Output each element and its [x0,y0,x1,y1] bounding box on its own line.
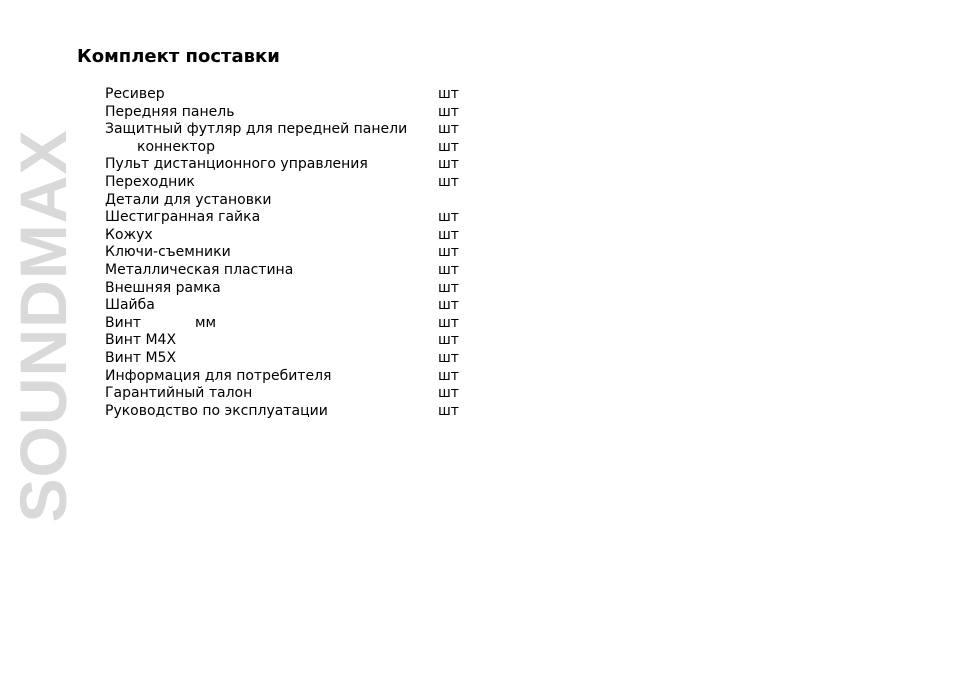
item-name: Гарантийный талон [105,385,253,402]
item-unit: шт [438,173,459,190]
item-name: Шайба [105,297,155,314]
list-item [105,121,465,139]
list-item [105,209,465,227]
list-item [105,350,465,368]
item-unit: шт [438,261,459,278]
item-name: Шестигранная гайка [105,209,261,226]
item-name: Винт M5X [105,349,177,366]
item-unit: шт [438,367,459,384]
item-name: Ресивер [105,86,165,102]
item-unit: шт [438,121,459,138]
list-item [105,86,465,104]
item-name: Пульт дистанционного управления [105,156,368,173]
brand-watermark: SOUNDMAX [6,129,80,523]
list-item [105,174,465,192]
item-unit: шт [438,244,459,261]
package-contents-list [105,86,465,420]
item-unit: шт [438,279,459,296]
item-name: Руководство по эксплуатации [105,402,328,419]
item-name: Металлическая пластина [105,261,294,278]
item-name: Винт [105,314,142,331]
list-item [105,385,465,403]
item-size: мм [195,314,217,331]
list-item [105,332,465,350]
item-unit: шт [438,156,459,173]
item-name: Переходник [105,173,195,190]
item-unit: шт [438,138,459,155]
list-item [105,403,465,421]
page-title: Комплект поставки [77,46,280,67]
item-name: Винт M4X [105,332,177,349]
item-name: Ключи-съемники [105,244,231,261]
item-unit: шт [438,332,459,349]
item-unit: шт [438,297,459,314]
list-item [105,315,465,333]
item-name: Внешняя рамка [105,279,221,296]
list-item [105,297,465,315]
item-name: коннектор [137,138,216,155]
list-item [105,244,465,262]
item-unit: шт [438,226,459,243]
list-item [105,104,465,122]
item-unit: шт [438,209,459,226]
item-name: Детали для установки [105,191,272,208]
item-name: Защитный футляр для передней панели [105,121,408,138]
item-unit: шт [438,402,459,419]
item-name: Информация для потребителя [105,367,332,384]
item-unit: шт [438,385,459,402]
item-unit: шт [438,349,459,366]
list-item [105,139,465,157]
list-item [105,280,465,298]
item-name: Кожух [105,226,153,243]
list-item [105,227,465,245]
list-item [105,192,465,210]
item-name: Передняя панель [105,103,235,120]
item-unit: шт [438,86,459,102]
list-item [105,368,465,386]
item-unit: шт [438,314,459,331]
list-item [105,156,465,174]
item-unit: шт [438,103,459,120]
list-item [105,262,465,280]
